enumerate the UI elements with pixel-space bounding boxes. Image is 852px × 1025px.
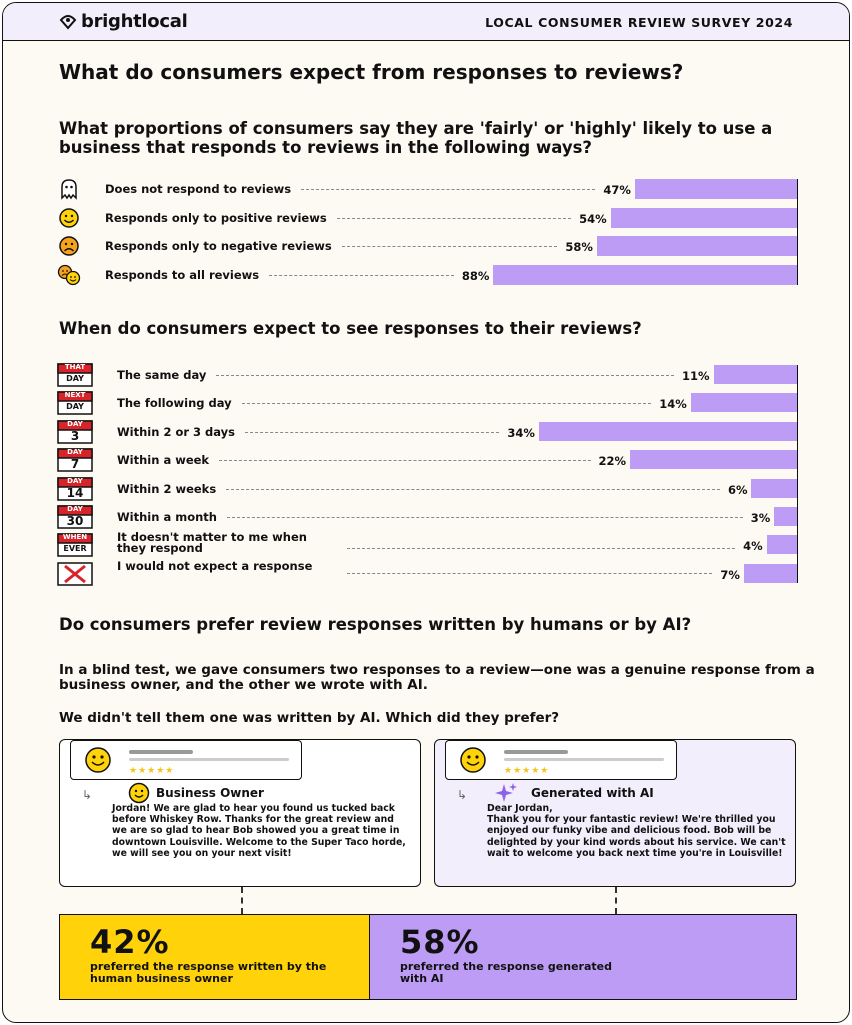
review-text-line: [504, 758, 664, 761]
section1-question: What proportions of consumers say they are 'fairly' or 'highly' likely to use a business that responds to reviews in the following ways?: [59, 119, 773, 157]
bar: [744, 564, 797, 583]
value-label: 54%: [579, 211, 607, 226]
calendar-top-text: NEXT: [64, 391, 86, 400]
five-star-icon: ★★★★★: [504, 766, 550, 776]
calendar-bottom-text: 30: [66, 514, 84, 528]
ai-result-pct: 58%: [400, 923, 480, 961]
bar: [691, 393, 797, 412]
ai-response-card: [434, 739, 796, 887]
value-label: 58%: [565, 240, 593, 254]
calendar-top-text: WHEN: [62, 533, 88, 542]
row-label: Within 2 or 3 days: [117, 424, 236, 439]
section3-intro: In a blind test, we gave consumers two responses to a review—one was a genuine response from a business owner, and the other we wrote with AI.: [59, 662, 815, 693]
row-label: Does not respond to reviews: [105, 182, 292, 196]
bar: [714, 365, 797, 384]
review-text-line: [129, 758, 289, 761]
ai-author: Generated with AI: [531, 786, 654, 800]
calendar-top-text: DAY: [67, 505, 83, 513]
row-label: It doesn't matter to me when they respond: [117, 530, 307, 556]
chart-row: [57, 265, 799, 285]
calendar-bottom-text: DAY: [66, 374, 84, 383]
bar: [767, 535, 797, 554]
calendar-bottom-text: DAY: [66, 402, 84, 412]
row-label: Responds only to positive reviews: [105, 210, 327, 225]
header-bar: [3, 3, 849, 41]
human-result-box: [59, 914, 369, 1000]
page-title: What do consumers expect from responses to reviews?: [59, 60, 684, 84]
value-label: 7%: [720, 567, 740, 582]
value-label: 3%: [750, 511, 771, 525]
value-label: 22%: [598, 454, 627, 469]
bar: [774, 507, 797, 526]
calendar-bottom-text: EVER: [63, 544, 87, 554]
reply-arrow-icon: ↳: [82, 788, 93, 802]
ai-result-caption: preferred the response generated with AI: [400, 960, 612, 985]
human-author: Business Owner: [156, 786, 264, 800]
row-label: I would not expect a response: [117, 558, 313, 573]
smile-face-icon: [57, 207, 81, 229]
value-label: 4%: [743, 539, 763, 554]
leader-line: [347, 548, 735, 549]
calendar-bottom-text: 7: [70, 457, 80, 472]
section3-question: Do consumers prefer review responses written by humans or by AI?: [59, 615, 692, 634]
row-label: Responds to all reviews: [105, 267, 260, 282]
row-label: The same day: [117, 368, 207, 382]
value-label: 6%: [727, 482, 748, 497]
bar: [611, 208, 797, 228]
leader-line: [347, 573, 712, 574]
row-label: Within 2 weeks: [117, 481, 217, 496]
ai-connector: [615, 887, 617, 914]
leader-line: [269, 275, 454, 276]
value-label: 34%: [507, 425, 535, 440]
leader-line: [216, 375, 674, 376]
chart-row: [57, 507, 799, 526]
bar: [539, 422, 797, 441]
section2-question: When do consumers expect to see responses to their reviews?: [59, 319, 642, 338]
calendar-bottom-text: 3: [70, 428, 80, 443]
review-box: [445, 740, 677, 780]
review-title-line: [504, 750, 568, 754]
row-label: Within a month: [117, 510, 217, 524]
human-response-text: Jordan! We are glad to hear you found us tucked back before Whiskey Row. Thanks for the great review and we are so glad to hear Bob showed you a great time in downtown Louisville. Welcome to the Super Taco horde, we will see you on your next visit!: [112, 803, 406, 859]
bar: [597, 236, 797, 256]
survey-title: LOCAL CONSUMER REVIEW SURVEY 2024: [485, 15, 793, 30]
chart-row: [57, 419, 799, 443]
bar: [635, 179, 797, 199]
bar: [751, 479, 797, 498]
value-label: 88%: [461, 268, 490, 283]
section3-followup: We didn't tell them one was written by AI. Which did they prefer?: [59, 710, 560, 726]
human-response-card: [59, 739, 421, 887]
review-title-line: [129, 750, 193, 754]
value-label: 11%: [681, 369, 710, 383]
calendar-top-text: DAY: [67, 419, 83, 428]
mixed-faces-icon: [57, 264, 81, 286]
leader-line: [226, 489, 720, 490]
owner-avatar-icon: [128, 782, 150, 804]
cross-icon: [57, 562, 93, 586]
chart-row: [57, 476, 799, 500]
calendar-bottom-text: 14: [66, 485, 84, 500]
reviewer-smile-icon: [83, 745, 113, 775]
bar: [493, 265, 797, 285]
reply-arrow-icon: ↳: [457, 788, 468, 802]
frown-face-icon: [57, 235, 81, 257]
row-label: Within a week: [117, 453, 210, 468]
chart-row: [57, 448, 799, 472]
human-result-caption: preferred the response written by the human business owner: [90, 960, 327, 985]
human-connector: [241, 887, 243, 914]
calendar-top-text: DAY: [67, 448, 83, 457]
value-label: 14%: [659, 397, 687, 412]
chart-row: [57, 179, 799, 199]
infographic-frame: [2, 2, 850, 1023]
five-star-icon: ★★★★★: [129, 766, 175, 776]
chart-row: [57, 365, 799, 384]
bar: [630, 450, 797, 469]
value-label: 47%: [603, 183, 631, 197]
review-box: [70, 740, 302, 780]
brand-name: brightlocal: [81, 11, 188, 32]
ghost-icon: [57, 178, 81, 200]
chart-row: [57, 558, 799, 583]
chart-row: [57, 236, 799, 256]
response-style-chart: [57, 179, 799, 291]
leader-line: [242, 403, 652, 404]
chart-row: [57, 530, 799, 556]
leader-line: [342, 246, 558, 247]
row-label: Responds only to negative reviews: [105, 239, 332, 253]
brightlocal-logo-icon: [59, 14, 77, 30]
axis-line: [797, 179, 798, 285]
leader-line: [227, 517, 743, 518]
leader-line: [219, 460, 590, 461]
ai-result-box: [369, 914, 797, 1000]
human-result-pct: 42%: [90, 923, 170, 961]
leader-line: [245, 432, 499, 433]
chart-row: [57, 208, 799, 228]
calendar-top-text: THAT: [64, 363, 86, 371]
row-label: The following day: [117, 396, 232, 411]
calendar-top-text: DAY: [67, 476, 83, 485]
leader-line: [337, 218, 572, 219]
ai-sparkle-icon: [491, 782, 517, 804]
axis-line: [797, 365, 798, 583]
leader-line: [301, 189, 595, 190]
ai-response-text: Dear Jordan, Thank you for your fantastic review! We're thrilled you enjoyed our funky vibe and delicious food. Bob will be delighted by your kind words about his service. We can't wait to welcome you back next time you're in Louisville!: [487, 803, 786, 859]
chart-row: [57, 393, 799, 412]
response-timing-chart: [57, 365, 799, 589]
reviewer-smile-icon: [458, 745, 488, 775]
